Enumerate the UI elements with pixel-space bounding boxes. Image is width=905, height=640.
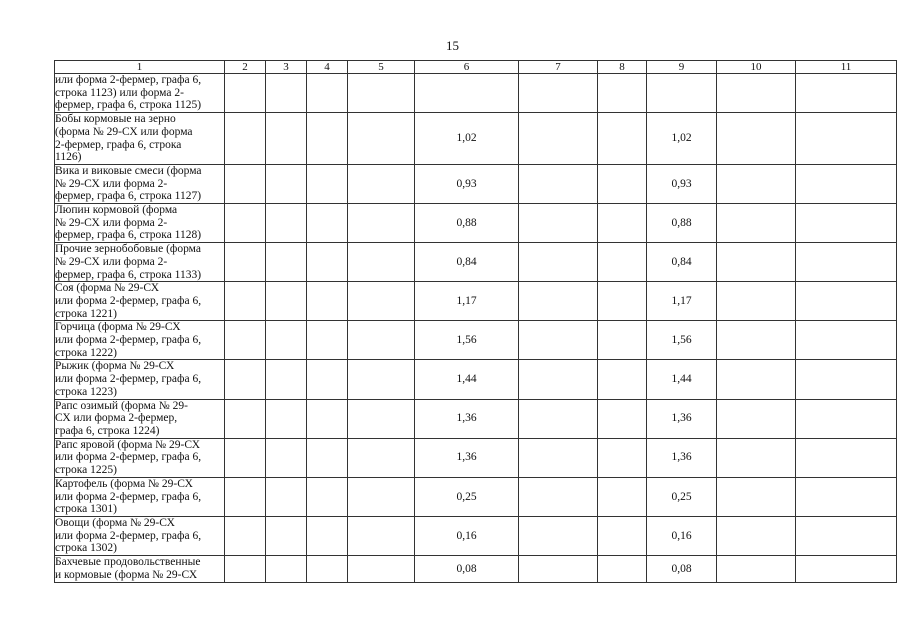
- column-header: 5: [348, 61, 415, 74]
- value-cell: [307, 360, 348, 399]
- value-cell: 0,25: [647, 477, 717, 516]
- value-cell: [796, 477, 897, 516]
- value-cell: [348, 74, 415, 113]
- header-row: [55, 61, 897, 74]
- value-cell: [307, 243, 348, 282]
- column-header: 9: [647, 61, 717, 74]
- table-row: [55, 516, 897, 555]
- value-cell: [307, 399, 348, 438]
- column-header: 11: [796, 61, 897, 74]
- value-cell: [266, 399, 307, 438]
- value-cell: [598, 438, 647, 477]
- value-cell: 0,88: [415, 204, 519, 243]
- value-cell: [598, 556, 647, 583]
- value-cell: [225, 321, 266, 360]
- crop-name-cell: Люпин кормовой (форма № 29-СХ или форма 2- фермер, графа 6, строка 1128): [55, 204, 225, 243]
- value-cell: [225, 74, 266, 113]
- value-cell: 0,93: [647, 164, 717, 203]
- value-cell: [225, 477, 266, 516]
- value-cell: 0,84: [415, 243, 519, 282]
- value-cell: [348, 438, 415, 477]
- value-cell: [717, 438, 796, 477]
- table-row: [55, 74, 897, 113]
- column-header: 1: [55, 61, 225, 74]
- value-cell: [266, 204, 307, 243]
- value-cell: 1,56: [647, 321, 717, 360]
- value-cell: 1,36: [647, 399, 717, 438]
- column-header: 3: [266, 61, 307, 74]
- value-cell: [796, 164, 897, 203]
- value-cell: [307, 74, 348, 113]
- value-cell: [796, 556, 897, 583]
- table-row: [55, 438, 897, 477]
- value-cell: [266, 321, 307, 360]
- crop-name-cell: Вика и виковые смеси (форма № 29-СХ или форма 2- фермер, графа 6, строка 1127): [55, 164, 225, 203]
- value-cell: [348, 113, 415, 165]
- value-cell: [348, 164, 415, 203]
- table-row: [55, 113, 897, 165]
- value-cell: [225, 113, 266, 165]
- column-header: 7: [519, 61, 598, 74]
- value-cell: [266, 113, 307, 165]
- value-cell: 0,84: [647, 243, 717, 282]
- value-cell: [598, 321, 647, 360]
- value-cell: [598, 360, 647, 399]
- value-cell: [796, 516, 897, 555]
- value-cell: [796, 438, 897, 477]
- column-header: 6: [415, 61, 519, 74]
- value-cell: [519, 438, 598, 477]
- value-cell: [598, 113, 647, 165]
- table-row: [55, 164, 897, 203]
- value-cell: [266, 438, 307, 477]
- crop-name-cell: Рапс озимый (форма № 29- СХ или форма 2-фермер, графа 6, строка 1224): [55, 399, 225, 438]
- value-cell: [519, 164, 598, 203]
- value-cell: [348, 360, 415, 399]
- value-cell: [348, 516, 415, 555]
- value-cell: [598, 516, 647, 555]
- column-header: 2: [225, 61, 266, 74]
- value-cell: [717, 243, 796, 282]
- value-cell: [717, 399, 796, 438]
- value-cell: 1,44: [647, 360, 717, 399]
- table-row: [55, 204, 897, 243]
- value-cell: 1,44: [415, 360, 519, 399]
- value-cell: [598, 282, 647, 321]
- value-cell: 1,17: [647, 282, 717, 321]
- value-cell: 1,56: [415, 321, 519, 360]
- value-cell: [717, 360, 796, 399]
- value-cell: [266, 164, 307, 203]
- crop-name-cell: Бобы кормовые на зерно (форма № 29-СХ или форма 2-фермер, графа 6, строка 1126): [55, 113, 225, 165]
- value-cell: [348, 556, 415, 583]
- value-cell: 0,93: [415, 164, 519, 203]
- value-cell: [225, 243, 266, 282]
- value-cell: [717, 74, 796, 113]
- value-cell: [519, 74, 598, 113]
- crop-name-cell: Рыжик (форма № 29-СХ или форма 2-фермер, графа 6, строка 1223): [55, 360, 225, 399]
- value-cell: [519, 113, 598, 165]
- value-cell: [225, 438, 266, 477]
- value-cell: 0,08: [647, 556, 717, 583]
- value-cell: [225, 399, 266, 438]
- value-cell: [717, 556, 796, 583]
- value-cell: [225, 516, 266, 555]
- coefficients-table: [54, 60, 897, 583]
- value-cell: 0,16: [415, 516, 519, 555]
- value-cell: [307, 556, 348, 583]
- value-cell: [266, 282, 307, 321]
- table-row: [55, 360, 897, 399]
- value-cell: [519, 556, 598, 583]
- value-cell: [266, 74, 307, 113]
- value-cell: 1,36: [415, 438, 519, 477]
- value-cell: [225, 204, 266, 243]
- column-header: 10: [717, 61, 796, 74]
- value-cell: [307, 204, 348, 243]
- value-cell: [598, 74, 647, 113]
- value-cell: [266, 516, 307, 555]
- value-cell: [796, 282, 897, 321]
- crop-name-cell: Рапс яровой (форма № 29-СХ или форма 2-фермер, графа 6, строка 1225): [55, 438, 225, 477]
- value-cell: [266, 243, 307, 282]
- value-cell: [796, 204, 897, 243]
- table-body: [55, 74, 897, 583]
- value-cell: [519, 282, 598, 321]
- value-cell: 1,02: [647, 113, 717, 165]
- value-cell: [717, 516, 796, 555]
- page-number: 15: [446, 38, 459, 53]
- value-cell: [225, 164, 266, 203]
- value-cell: [519, 360, 598, 399]
- value-cell: 1,36: [415, 399, 519, 438]
- crop-name-cell: Овощи (форма № 29-СХ или форма 2-фермер, графа 6, строка 1302): [55, 516, 225, 555]
- crop-name-cell: Соя (форма № 29-СХ или форма 2-фермер, графа 6, строка 1221): [55, 282, 225, 321]
- value-cell: [717, 204, 796, 243]
- crop-name-cell: Горчица (форма № 29-СХ или форма 2-фермер, графа 6, строка 1222): [55, 321, 225, 360]
- crop-name-cell: Прочие зернобобовые (форма № 29-СХ или форма 2- фермер, графа 6, строка 1133): [55, 243, 225, 282]
- value-cell: [598, 164, 647, 203]
- value-cell: [266, 360, 307, 399]
- value-cell: [348, 204, 415, 243]
- value-cell: 1,36: [647, 438, 717, 477]
- crop-name-cell: Картофель (форма № 29-СХ или форма 2-фермер, графа 6, строка 1301): [55, 477, 225, 516]
- value-cell: [266, 556, 307, 583]
- value-cell: [415, 74, 519, 113]
- value-cell: [598, 399, 647, 438]
- value-cell: [307, 113, 348, 165]
- value-cell: [307, 282, 348, 321]
- value-cell: [348, 243, 415, 282]
- value-cell: [717, 477, 796, 516]
- table-row: [55, 282, 897, 321]
- value-cell: [598, 477, 647, 516]
- value-cell: [796, 360, 897, 399]
- crop-name-cell: или форма 2-фермер, графа 6, строка 1123) или форма 2- фермер, графа 6, строка 1125): [55, 74, 225, 113]
- value-cell: 0,25: [415, 477, 519, 516]
- value-cell: [225, 556, 266, 583]
- value-cell: [519, 321, 598, 360]
- value-cell: [348, 321, 415, 360]
- value-cell: [717, 321, 796, 360]
- value-cell: [598, 243, 647, 282]
- value-cell: [717, 164, 796, 203]
- table-row: [55, 321, 897, 360]
- value-cell: [519, 204, 598, 243]
- value-cell: [519, 516, 598, 555]
- value-cell: [796, 399, 897, 438]
- value-cell: [796, 243, 897, 282]
- value-cell: 0,88: [647, 204, 717, 243]
- value-cell: [307, 516, 348, 555]
- column-header: 8: [598, 61, 647, 74]
- value-cell: [307, 164, 348, 203]
- value-cell: [796, 113, 897, 165]
- value-cell: [519, 243, 598, 282]
- table-row: [55, 243, 897, 282]
- value-cell: [519, 477, 598, 516]
- value-cell: [307, 321, 348, 360]
- value-cell: [717, 282, 796, 321]
- value-cell: 1,17: [415, 282, 519, 321]
- crop-name-cell: Бахчевые продовольственные и кормовые (форма № 29-СХ: [55, 556, 225, 583]
- value-cell: [225, 360, 266, 399]
- value-cell: [717, 113, 796, 165]
- value-cell: [225, 282, 266, 321]
- value-cell: [519, 399, 598, 438]
- value-cell: [348, 282, 415, 321]
- table-row: [55, 477, 897, 516]
- value-cell: [598, 204, 647, 243]
- value-cell: 0,08: [415, 556, 519, 583]
- value-cell: [307, 477, 348, 516]
- value-cell: [348, 477, 415, 516]
- value-cell: [266, 477, 307, 516]
- table-row: [55, 556, 897, 583]
- value-cell: [796, 321, 897, 360]
- value-cell: 1,02: [415, 113, 519, 165]
- value-cell: 0,16: [647, 516, 717, 555]
- value-cell: [348, 399, 415, 438]
- value-cell: [796, 74, 897, 113]
- value-cell: [647, 74, 717, 113]
- table-row: [55, 399, 897, 438]
- column-header: 4: [307, 61, 348, 74]
- value-cell: [307, 438, 348, 477]
